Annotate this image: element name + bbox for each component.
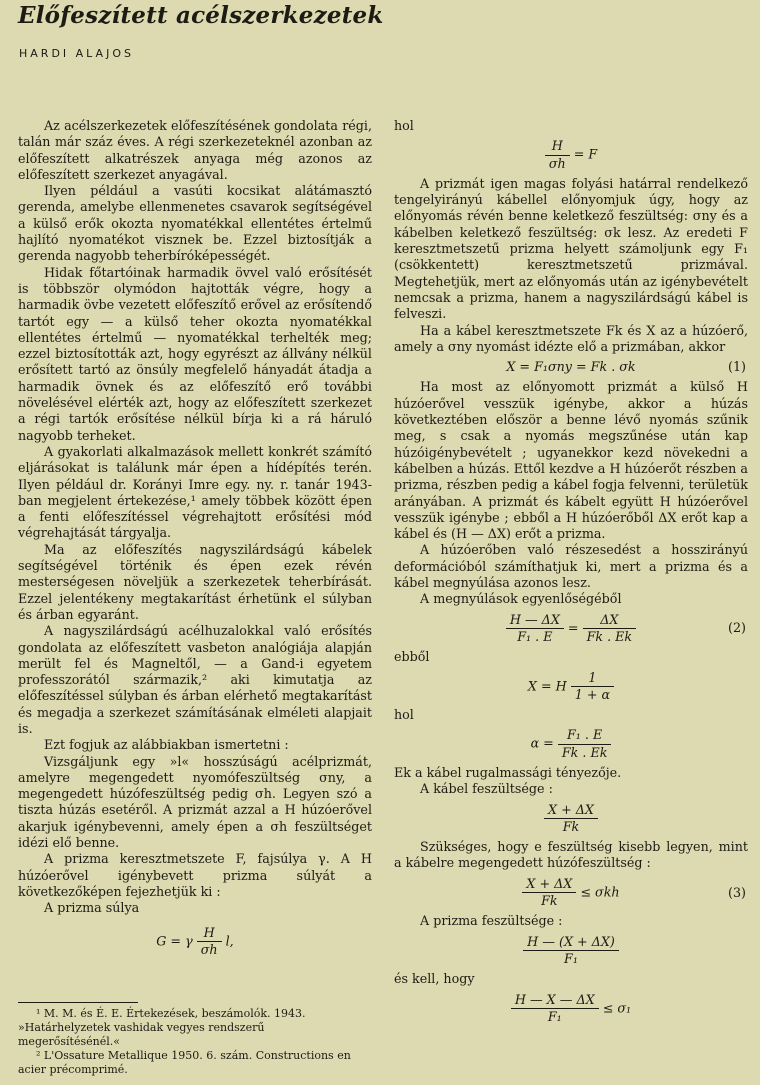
formula-cable-stress: $\frac{X + \Delta X}{Fk}$ bbox=[394, 802, 748, 836]
left-column bbox=[18, 118, 372, 962]
paragraph: A prizmát igen magas folyási határral rendelkező tengelyirányú kábellel előnyomjuk úgy, hogy az előnyomás révén benne keletkező feszültség: σny és a kábelben keletkező feszültség: σk lesz. Az eredeti F keresztmetszetű prizma helyett számoljunk egy F₁ (csökkentett) keresztmetszetű prizmával. Megtehetjük, mert az előnyomás után az igénybevételt nemcsak a prizma, hanem a nagyszilárdságú kábel is felveszi. bbox=[394, 175, 748, 322]
paragraph: A prizma feszültsége : bbox=[420, 913, 563, 929]
paragraph: Ha a kábel keresztmetszete Fk és X az a húzóerő, amely a σny nyomást idézte elő a prizmában, akkor bbox=[394, 322, 748, 354]
weight-formula: G = γ $\frac{H}{\sigma h}$ l, bbox=[156, 924, 234, 957]
paragraph: Szükséges, hogy e feszültség kisebb legyen, mint a kábelre megengedett húzófeszültség : bbox=[394, 839, 748, 871]
paragraph: és kell, hogy bbox=[394, 971, 475, 987]
paragraph: Ma az előfeszítés nagyszilárdságú kábelek segítségével történik és épen ezek révén mesterségesen növeljük a szerkezetek teherbírását. Ezzel jelentékeny megtakarítást érhetünk el súlyban és árban egyaránt. bbox=[18, 541, 372, 622]
paragraph: Ha most az előnyomott prizmát a külső H húzóerővel vesszük igénybe, akkor a húzás következtében először a benne lévő nyomás szűnik meg, s csak a nyomás megszűnése után kap húzóigénybevételt ; ugyanekkor kezd növekedni a kábelben a húzás. Ettől kezdve a H húzóerőt részben a prizma, részben pedig a kábel fogja felvenni, területük arányában. A prizmát és kábelt együtt H húzóerővel vesszük igénybe ; ebből a H húzóerőből ΔX erőt kap a kábel és (H — ΔX) erőt a prizma. bbox=[394, 379, 748, 542]
paragraph: Az acélszerkezetek előfeszítésének gondolata régi, talán már száz éves. A régi szerkezeteknél azonban az előfeszített alkatrészek anyaga még azonos az előfeszített szerkezet anyagával. bbox=[18, 118, 372, 182]
equation-2: $\frac{H — \Delta X}{\text{F₁ . E}}$ = $\frac{\Delta X}{Fk . Ek}$ (2) bbox=[394, 612, 748, 646]
paragraph: Ilyen például a vasúti kocsikat alátámasztó gerenda, amelybe ellenmenetes csavarok segítségével a külső erők okozta nyomatékkal ellentétes értelmű hajlító nyomatékot visznek be. Ezzel biztosítják a gerenda nagyobb teherbíróképességét. bbox=[18, 183, 372, 264]
paragraph: hol bbox=[394, 707, 414, 723]
footnote-1: ¹ M. M. és É. E. Értekezések, beszámolók. 1943. »Határhelyzetek vashidak vegyes rendszerű megerősítésénél.« bbox=[18, 1007, 306, 1048]
footnote-divider bbox=[18, 1002, 138, 1003]
paragraph: Hidak főtartóinak harmadik övvel való erősítését is többször olymódon hajtották végre, hogy a harmadik övbe vezetett előfeszítő erővel az erősítendő tartót egy — a külső teher okozta nyomatékkal ellentétes értelmű — nyomatékkal terhelték meg; ezzel biztosították azt, hogy egyrészt az állvány nélkül erősített tartó az önsúly megfelelő hányadát átadja a harmadik övnek és az előfeszítő erő további növelésével elérték azt, hogy az előfeszített szerkezet a régi tartók erősítése nélkül bírja ki a rá háruló nagyobb terheket. bbox=[18, 264, 372, 443]
right-column bbox=[394, 118, 748, 1029]
formula-area: $\frac{H}{\sigma h}$ = F bbox=[394, 138, 748, 172]
paragraph: A gyakorlati alkalmazások mellett konkrét számító eljárásokat is találunk már épen a hídépítés terén. Ilyen például dr. Korányi Imre egy. ny. r. tanár 1943-ban megjelent értekezése,¹ amely többek között épen a fenti előfeszítéssel végrehajtott erősítési mód végrehajtását tárgyalja. bbox=[18, 443, 372, 541]
formula-condition: $\frac{H — X — \Delta X}{\text{F₁}}$ ≤ σ₁ bbox=[394, 992, 748, 1026]
paragraph: A kábel feszültsége : bbox=[420, 781, 553, 797]
formula-x: X = H $\frac{1}{1 + \alpha}$ bbox=[394, 670, 748, 704]
paragraph: A prizma súlya bbox=[44, 900, 140, 916]
formula-prism-stress: $\frac{H — (X + \Delta X)}{\text{F₁}}$ bbox=[394, 934, 748, 968]
footnote-2: ² L'Ossature Metallique 1950. 6. szám. Constructions en acier précomprimé. bbox=[18, 1049, 351, 1076]
paragraph: A megnyúlások egyenlőségéből bbox=[420, 591, 622, 607]
author: HARDI ALAJOS bbox=[19, 47, 134, 60]
paragraph: A húzóerőben való részesedést a hosszirányú deformációból számíthatjuk ki, mert a prizma és a kábel megnyúlása azonos lesz. bbox=[394, 542, 748, 591]
footnotes bbox=[18, 1007, 368, 1077]
paragraph: ebből bbox=[394, 649, 430, 665]
paragraph: Vizsgáljunk egy »l« hosszúságú acélprizmát, amelyre megengedett nyomófeszültség σny, a megengedett húzófeszültség pedig σh. Legyen szó a tiszta húzás esetéről. A prizmát azzal a H húzóerővel akarjuk igénybevenni, amely épen a σh feszültséget idézi elő benne. bbox=[18, 753, 372, 851]
formula-alpha: α = $\frac{\text{F₁ . E}}{Fk . Ek}$ bbox=[394, 727, 748, 761]
paragraph: A prizma keresztmetszete F, fajsúlya γ. A H húzóerővel igénybevett prizma súlyát a következőképen fejezhetjük ki : bbox=[18, 851, 372, 899]
equation-1: X = F₁σny = Fk . σk (1) bbox=[506, 359, 746, 375]
equation-3: $\frac{X + \Delta X}{Fk}$ ≤ σkh (3) bbox=[394, 876, 748, 910]
article-title: Előfeszített acélszerkezetek bbox=[18, 2, 384, 29]
paragraph: Ezt fogjuk az alábbiakban ismertetni : bbox=[44, 737, 289, 753]
paragraph: A nagyszilárdságú acélhuzalokkal való erősítés gondolata az előfeszített vasbeton analógiája alapján merült fel és Magneltől, — a Gand-i egyetem professzorától származik,² aki kimutatja az előfeszítéssel súlyban és árban elérhető megtakarítást és megadja a szerkezet számításának elméleti alapjait is. bbox=[18, 623, 372, 736]
paragraph: hol bbox=[394, 118, 414, 133]
paragraph: Ek a kábel rugalmassági tényezője. bbox=[394, 764, 622, 780]
